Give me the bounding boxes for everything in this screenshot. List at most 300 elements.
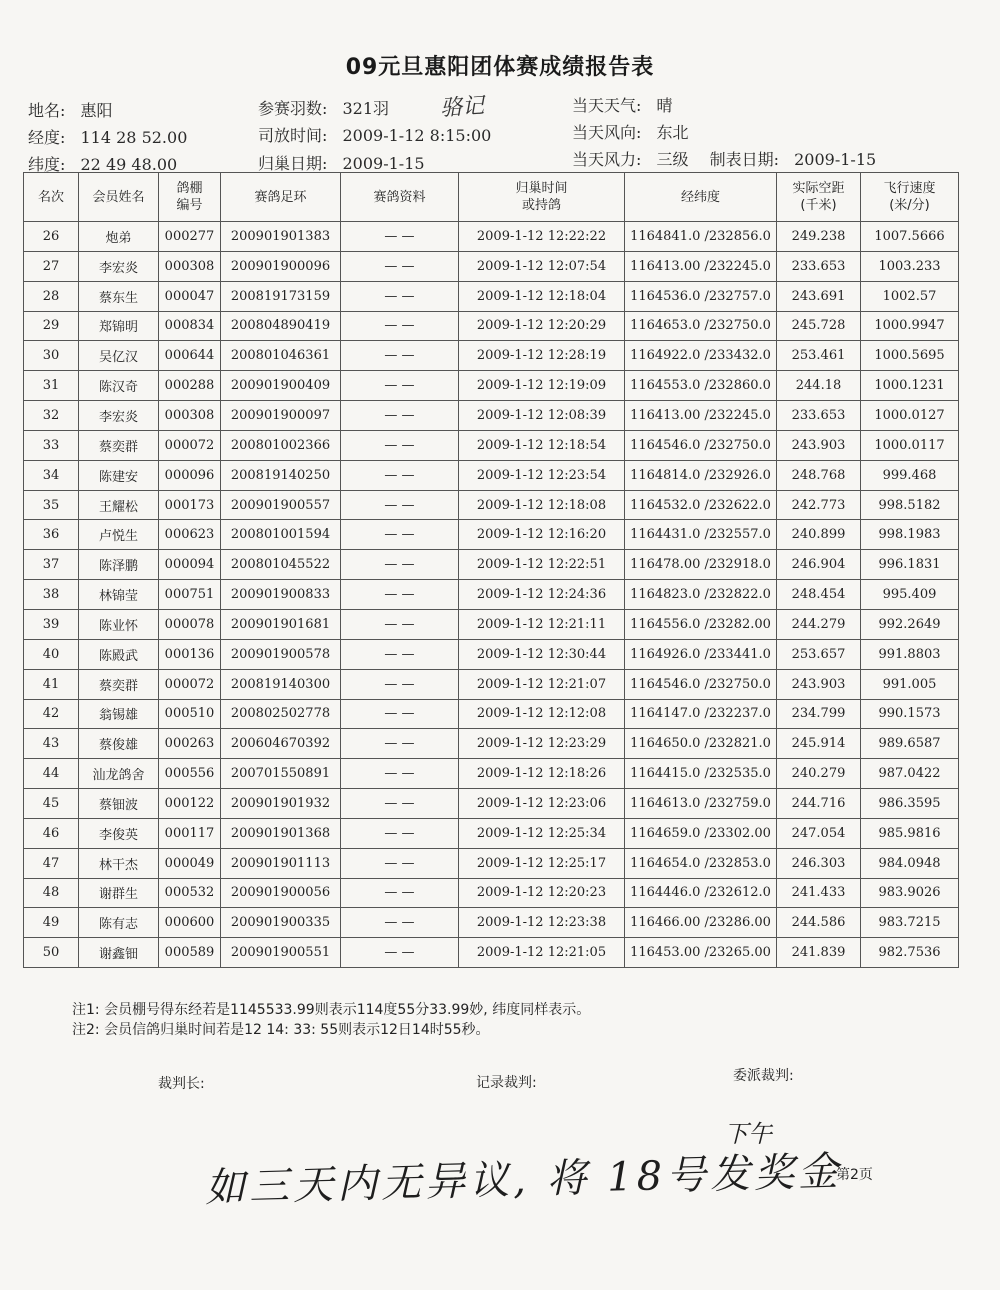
arrival-time-cell: 2009-1-12 12:12:08 — [459, 699, 625, 729]
made-date-value: 2009-1-15 — [794, 150, 877, 169]
distance-cell: 253.461 — [777, 341, 861, 371]
record-judge-label: 记录裁判: — [476, 1075, 537, 1091]
longitude-value: 114 28 52.00 — [80, 128, 188, 147]
distance-cell: 246.904 — [777, 550, 861, 580]
coordinates-cell: 1164841.0 /232856.0 — [625, 222, 777, 252]
loft-number-cell: 000122 — [159, 789, 221, 819]
distance-cell: 242.773 — [777, 490, 861, 520]
coordinates-cell: 116466.00 /23286.00 — [625, 908, 777, 938]
member-name-cell: 蔡东生 — [79, 281, 159, 311]
member-name-cell: 李宏炎 — [79, 401, 159, 431]
weather-field — [572, 93, 673, 116]
coordinates-cell: 1164147.0 /232237.0 — [625, 699, 777, 729]
column-header: 名次 — [24, 173, 79, 222]
coordinates-cell: 116413.00 /232245.0 — [625, 251, 777, 281]
arrival-time-cell: 2009-1-12 12:21:05 — [459, 938, 625, 968]
rank-cell: 41 — [24, 669, 79, 699]
rank-cell: 34 — [24, 460, 79, 490]
pigeon-info-cell: — — — [341, 520, 459, 550]
release-label: 司放时间: — [258, 126, 328, 145]
rank-cell: 27 — [24, 251, 79, 281]
table-row — [24, 908, 959, 938]
arrival-time-cell: 2009-1-12 12:24:36 — [459, 580, 625, 610]
arrival-time-cell: 2009-1-12 12:16:20 — [459, 520, 625, 550]
ring-number-cell: 200901901113 — [221, 848, 341, 878]
notes — [72, 1000, 590, 1040]
speed-cell: 991.005 — [861, 669, 959, 699]
ring-number-cell: 200901901368 — [221, 818, 341, 848]
loft-number-cell: 000049 — [159, 848, 221, 878]
coordinates-cell: 1164431.0 /232557.0 — [625, 520, 777, 550]
arrival-time-cell: 2009-1-12 12:23:54 — [459, 460, 625, 490]
pigeon-info-cell: — — — [341, 580, 459, 610]
rank-cell: 32 — [24, 401, 79, 431]
pigeon-info-cell: — — — [341, 789, 459, 819]
ring-number-cell: 200901900833 — [221, 580, 341, 610]
rank-cell: 45 — [24, 789, 79, 819]
rank-cell: 46 — [24, 818, 79, 848]
table-row — [24, 311, 959, 341]
member-name-cell: 陈汉奇 — [79, 371, 159, 401]
made-date-label: 制表日期: — [709, 150, 780, 169]
latitude-label: 纬度: — [28, 155, 66, 174]
speed-cell: 1000.1231 — [861, 371, 959, 401]
speed-cell: 995.409 — [861, 580, 959, 610]
member-name-cell: 谢群生 — [79, 878, 159, 908]
rank-cell: 42 — [24, 699, 79, 729]
rank-cell: 30 — [24, 341, 79, 371]
wind-force-label: 当天风力: — [572, 150, 642, 169]
latitude-value: 22 49 48.00 — [80, 155, 178, 174]
coordinates-cell: 1164415.0 /232535.0 — [625, 759, 777, 789]
table-row — [24, 580, 959, 610]
pigeon-info-cell: — — — [341, 222, 459, 252]
release-value: 2009-1-12 8:15:00 — [342, 126, 492, 145]
count-value: 321羽 — [342, 99, 390, 118]
ring-number-cell: 200804890419 — [221, 311, 341, 341]
speed-cell: 989.6587 — [861, 729, 959, 759]
table-row — [24, 609, 959, 639]
handwritten-note: 如三天内无异议, 将 18号发奖金 — [204, 1148, 843, 1212]
loft-number-cell: 000078 — [159, 609, 221, 639]
pigeon-info-cell: — — — [341, 878, 459, 908]
distance-cell: 249.238 — [777, 222, 861, 252]
distance-cell: 233.653 — [777, 401, 861, 431]
member-name-cell: 林锦莹 — [79, 580, 159, 610]
distance-cell: 244.716 — [777, 789, 861, 819]
ring-number-cell: 200802502778 — [221, 699, 341, 729]
coordinates-cell: 1164654.0 /232853.0 — [625, 848, 777, 878]
member-name-cell: 陈建安 — [79, 460, 159, 490]
pigeon-info-cell: — — — [341, 818, 459, 848]
results-table — [23, 172, 959, 968]
arrival-time-cell: 2009-1-12 12:18:26 — [459, 759, 625, 789]
loft-number-cell: 000532 — [159, 878, 221, 908]
place-field — [28, 98, 113, 121]
table-row — [24, 460, 959, 490]
loft-number-cell: 000308 — [159, 401, 221, 431]
table-row — [24, 729, 959, 759]
table-row — [24, 759, 959, 789]
arrival-time-cell: 2009-1-12 12:18:04 — [459, 281, 625, 311]
arrival-time-cell: 2009-1-12 12:28:19 — [459, 341, 625, 371]
rank-cell: 38 — [24, 580, 79, 610]
table-row — [24, 371, 959, 401]
rank-cell: 36 — [24, 520, 79, 550]
loft-number-cell: 000308 — [159, 251, 221, 281]
rank-cell: 35 — [24, 490, 79, 520]
loft-number-cell: 000288 — [159, 371, 221, 401]
pigeon-info-cell: — — — [341, 401, 459, 431]
arrival-time-cell: 2009-1-12 12:20:29 — [459, 311, 625, 341]
distance-cell: 243.903 — [777, 669, 861, 699]
count-field — [258, 96, 389, 119]
distance-cell: 245.914 — [777, 729, 861, 759]
distance-cell: 244.18 — [777, 371, 861, 401]
page-title: 09元旦惠阳团体赛成绩报告表 — [345, 55, 655, 80]
arrival-time-cell: 2009-1-12 12:21:11 — [459, 609, 625, 639]
member-name-cell: 王耀松 — [79, 490, 159, 520]
loft-number-cell: 000263 — [159, 729, 221, 759]
chief-judge-label: 裁判长: — [158, 1076, 205, 1092]
loft-number-cell: 000136 — [159, 639, 221, 669]
distance-cell: 247.054 — [777, 818, 861, 848]
pigeon-info-cell: — — — [341, 430, 459, 460]
speed-cell: 990.1573 — [861, 699, 959, 729]
speed-cell: 1000.0127 — [861, 401, 959, 431]
coordinates-cell: 1164926.0 /233441.0 — [625, 639, 777, 669]
pigeon-info-cell: — — — [341, 460, 459, 490]
handwritten-signature-top: 骆记 — [439, 93, 485, 122]
arrival-time-cell: 2009-1-12 12:21:07 — [459, 669, 625, 699]
pigeon-info-cell: — — — [341, 609, 459, 639]
distance-cell: 248.454 — [777, 580, 861, 610]
wind-direction-label: 当天风向: — [572, 123, 642, 142]
table-row — [24, 550, 959, 580]
wind-force-field — [572, 147, 876, 170]
rank-cell: 29 — [24, 311, 79, 341]
arrival-time-cell: 2009-1-12 12:18:54 — [459, 430, 625, 460]
loft-number-cell: 000510 — [159, 699, 221, 729]
pigeon-info-cell: — — — [341, 908, 459, 938]
coordinates-cell: 1164553.0 /232860.0 — [625, 371, 777, 401]
table-row — [24, 251, 959, 281]
loft-number-cell: 000072 — [159, 430, 221, 460]
table-row — [24, 520, 959, 550]
speed-cell: 999.468 — [861, 460, 959, 490]
arrival-time-cell: 2009-1-12 12:18:08 — [459, 490, 625, 520]
ring-number-cell: 200701550891 — [221, 759, 341, 789]
rank-cell: 33 — [24, 430, 79, 460]
ring-number-cell: 200819173159 — [221, 281, 341, 311]
arrival-time-cell: 2009-1-12 12:25:17 — [459, 848, 625, 878]
return-date-field — [258, 151, 425, 174]
rank-cell: 43 — [24, 729, 79, 759]
ring-number-cell: 200901900409 — [221, 371, 341, 401]
pigeon-info-cell: — — — [341, 699, 459, 729]
column-header: 飞行速度 (米/分) — [861, 173, 959, 222]
distance-cell: 253.657 — [777, 639, 861, 669]
ring-number-cell: 200901900056 — [221, 878, 341, 908]
speed-cell: 991.8803 — [861, 639, 959, 669]
member-name-cell: 汕龙鸽舍 — [79, 759, 159, 789]
pigeon-info-cell: — — — [341, 848, 459, 878]
rank-cell: 44 — [24, 759, 79, 789]
member-name-cell: 陈业怀 — [79, 609, 159, 639]
arrival-time-cell: 2009-1-12 12:22:51 — [459, 550, 625, 580]
coordinates-cell: 1164546.0 /232750.0 — [625, 430, 777, 460]
table-row — [24, 938, 959, 968]
longitude-label: 经度: — [28, 128, 66, 147]
loft-number-cell: 000096 — [159, 460, 221, 490]
arrival-time-cell: 2009-1-12 12:30:44 — [459, 639, 625, 669]
ring-number-cell: 200801046361 — [221, 341, 341, 371]
pigeon-info-cell: — — — [341, 550, 459, 580]
loft-number-cell: 000600 — [159, 908, 221, 938]
ring-number-cell: 200901900551 — [221, 938, 341, 968]
table-row — [24, 669, 959, 699]
ring-number-cell: 200901900335 — [221, 908, 341, 938]
ring-number-cell: 200901900096 — [221, 251, 341, 281]
pigeon-info-cell: — — — [341, 341, 459, 371]
speed-cell: 1003.233 — [861, 251, 959, 281]
distance-cell: 248.768 — [777, 460, 861, 490]
loft-number-cell: 000751 — [159, 580, 221, 610]
distance-cell: 241.433 — [777, 878, 861, 908]
coordinates-cell: 116478.00 /232918.0 — [625, 550, 777, 580]
distance-cell: 243.691 — [777, 281, 861, 311]
coordinates-cell: 1164546.0 /232750.0 — [625, 669, 777, 699]
member-name-cell: 蔡奕群 — [79, 669, 159, 699]
member-name-cell: 蔡钿波 — [79, 789, 159, 819]
speed-cell: 998.1983 — [861, 520, 959, 550]
weather-label: 当天天气: — [572, 96, 642, 115]
arrival-time-cell: 2009-1-12 12:08:39 — [459, 401, 625, 431]
appointed-judge-label: 委派裁判: — [733, 1068, 794, 1084]
ring-number-cell: 200801045522 — [221, 550, 341, 580]
member-name-cell: 郑锦明 — [79, 311, 159, 341]
speed-cell: 985.9816 — [861, 818, 959, 848]
table-row — [24, 222, 959, 252]
return-date-label: 归巢日期: — [258, 154, 328, 173]
pigeon-info-cell: — — — [341, 281, 459, 311]
table-row — [24, 490, 959, 520]
speed-cell: 982.7536 — [861, 938, 959, 968]
rank-cell: 37 — [24, 550, 79, 580]
coordinates-cell: 1164922.0 /233432.0 — [625, 341, 777, 371]
longitude-field — [28, 125, 187, 148]
ring-number-cell: 200901900578 — [221, 639, 341, 669]
arrival-time-cell: 2009-1-12 12:23:29 — [459, 729, 625, 759]
pigeon-info-cell: — — — [341, 938, 459, 968]
pigeon-info-cell: — — — [341, 490, 459, 520]
speed-cell: 996.1831 — [861, 550, 959, 580]
weather-value: 晴 — [656, 96, 673, 115]
distance-cell: 243.903 — [777, 430, 861, 460]
coordinates-cell: 1164650.0 /232821.0 — [625, 729, 777, 759]
ring-number-cell: 200901901932 — [221, 789, 341, 819]
speed-cell: 986.3595 — [861, 789, 959, 819]
member-name-cell: 翁锡雄 — [79, 699, 159, 729]
ring-number-cell: 200901900097 — [221, 401, 341, 431]
ring-number-cell: 200604670392 — [221, 729, 341, 759]
column-header: 会员姓名 — [79, 173, 159, 222]
loft-number-cell: 000623 — [159, 520, 221, 550]
table-row — [24, 789, 959, 819]
distance-cell: 240.899 — [777, 520, 861, 550]
rank-cell: 48 — [24, 878, 79, 908]
distance-cell: 234.799 — [777, 699, 861, 729]
loft-number-cell: 000173 — [159, 490, 221, 520]
pigeon-info-cell: — — — [341, 639, 459, 669]
pigeon-info-cell: — — — [341, 729, 459, 759]
rank-cell: 39 — [24, 609, 79, 639]
speed-cell: 983.7215 — [861, 908, 959, 938]
pigeon-info-cell: — — — [341, 669, 459, 699]
table-row — [24, 639, 959, 669]
column-header: 赛鸽资料 — [341, 173, 459, 222]
arrival-time-cell: 2009-1-12 12:19:09 — [459, 371, 625, 401]
speed-cell: 983.9026 — [861, 878, 959, 908]
coordinates-cell: 1164536.0 /232757.0 — [625, 281, 777, 311]
loft-number-cell: 000072 — [159, 669, 221, 699]
member-name-cell: 蔡奕群 — [79, 430, 159, 460]
rank-cell: 31 — [24, 371, 79, 401]
pigeon-info-cell: — — — [341, 311, 459, 341]
loft-number-cell: 000117 — [159, 818, 221, 848]
table-row — [24, 878, 959, 908]
coordinates-cell: 116413.00 /232245.0 — [625, 401, 777, 431]
handwritten-insert: 下午 — [724, 1120, 772, 1148]
member-name-cell: 李宏炎 — [79, 251, 159, 281]
note-2: 注2: 会员信鸽归巢时间若是12 14: 33: 55则表示12日14时55秒。 — [72, 1022, 490, 1038]
coordinates-cell: 116453.00 /23265.00 — [625, 938, 777, 968]
member-name-cell: 卢悦生 — [79, 520, 159, 550]
speed-cell: 992.2649 — [861, 609, 959, 639]
ring-number-cell: 200901901383 — [221, 222, 341, 252]
rank-cell: 28 — [24, 281, 79, 311]
arrival-time-cell: 2009-1-12 12:07:54 — [459, 251, 625, 281]
member-name-cell: 吴亿汉 — [79, 341, 159, 371]
loft-number-cell: 000589 — [159, 938, 221, 968]
distance-cell: 245.728 — [777, 311, 861, 341]
member-name-cell: 李俊英 — [79, 818, 159, 848]
speed-cell: 1007.5666 — [861, 222, 959, 252]
loft-number-cell: 000644 — [159, 341, 221, 371]
member-name-cell: 林干杰 — [79, 848, 159, 878]
column-header: 鸽棚 编号 — [159, 173, 221, 222]
coordinates-cell: 1164659.0 /23302.00 — [625, 818, 777, 848]
distance-cell: 233.653 — [777, 251, 861, 281]
table-body — [24, 222, 959, 968]
coordinates-cell: 1164446.0 /232612.0 — [625, 878, 777, 908]
speed-cell: 1000.5695 — [861, 341, 959, 371]
table-row — [24, 848, 959, 878]
count-label: 参赛羽数: — [258, 99, 328, 118]
arrival-time-cell: 2009-1-12 12:22:22 — [459, 222, 625, 252]
ring-number-cell: 200801002366 — [221, 430, 341, 460]
coordinates-cell: 1164823.0 /232822.0 — [625, 580, 777, 610]
speed-cell: 987.0422 — [861, 759, 959, 789]
pigeon-info-cell: — — — [341, 371, 459, 401]
loft-number-cell: 000094 — [159, 550, 221, 580]
distance-cell: 246.303 — [777, 848, 861, 878]
wind-direction-value: 东北 — [656, 123, 689, 142]
pigeon-info-cell: — — — [341, 251, 459, 281]
speed-cell: 1002.57 — [861, 281, 959, 311]
rank-cell: 49 — [24, 908, 79, 938]
place-value: 惠阳 — [80, 101, 113, 120]
loft-number-cell: 000556 — [159, 759, 221, 789]
speed-cell: 984.0948 — [861, 848, 959, 878]
member-name-cell: 谢鑫钿 — [79, 938, 159, 968]
ring-number-cell: 200901901681 — [221, 609, 341, 639]
table-row — [24, 401, 959, 431]
coordinates-cell: 1164613.0 /232759.0 — [625, 789, 777, 819]
ring-number-cell: 200819140250 — [221, 460, 341, 490]
table-row — [24, 430, 959, 460]
arrival-time-cell: 2009-1-12 12:25:34 — [459, 818, 625, 848]
arrival-time-cell: 2009-1-12 12:20:23 — [459, 878, 625, 908]
loft-number-cell: 000277 — [159, 222, 221, 252]
coordinates-cell: 1164814.0 /232926.0 — [625, 460, 777, 490]
arrival-time-cell: 2009-1-12 12:23:38 — [459, 908, 625, 938]
ring-number-cell: 200801001594 — [221, 520, 341, 550]
place-label: 地名: — [28, 101, 66, 120]
column-header: 经纬度 — [625, 173, 777, 222]
coordinates-cell: 1164653.0 /232750.0 — [625, 311, 777, 341]
coordinates-cell: 1164556.0 /23282.00 — [625, 609, 777, 639]
speed-cell: 998.5182 — [861, 490, 959, 520]
column-header: 实际空距 (千米) — [777, 173, 861, 222]
wind-direction-field — [572, 120, 689, 143]
distance-cell: 244.586 — [777, 908, 861, 938]
ring-number-cell: 200901900557 — [221, 490, 341, 520]
rank-cell: 50 — [24, 938, 79, 968]
table-header-row — [24, 173, 959, 222]
speed-cell: 1000.9947 — [861, 311, 959, 341]
member-name-cell: 炮弟 — [79, 222, 159, 252]
distance-cell: 240.279 — [777, 759, 861, 789]
member-name-cell: 陈殿武 — [79, 639, 159, 669]
rank-cell: 40 — [24, 639, 79, 669]
release-field — [258, 123, 491, 146]
rank-cell: 47 — [24, 848, 79, 878]
pigeon-info-cell: — — — [341, 759, 459, 789]
wind-force-value: 三级 — [656, 150, 689, 169]
note-1: 注1: 会员棚号得东经若是1145533.99则表示114度55分33.99妙, 纬度同样表示。 — [72, 1002, 591, 1018]
arrival-time-cell: 2009-1-12 12:23:06 — [459, 789, 625, 819]
page-number: 第2页 — [836, 1167, 873, 1183]
member-name-cell: 陈泽鹏 — [79, 550, 159, 580]
table-row — [24, 818, 959, 848]
distance-cell: 244.279 — [777, 609, 861, 639]
table-row — [24, 699, 959, 729]
loft-number-cell: 000047 — [159, 281, 221, 311]
distance-cell: 241.839 — [777, 938, 861, 968]
column-header: 归巢时间 或持鸽 — [459, 173, 625, 222]
loft-number-cell: 000834 — [159, 311, 221, 341]
speed-cell: 1000.0117 — [861, 430, 959, 460]
rank-cell: 26 — [24, 222, 79, 252]
member-name-cell: 陈有志 — [79, 908, 159, 938]
column-header: 赛鸽足环 — [221, 173, 341, 222]
member-name-cell: 蔡俊雄 — [79, 729, 159, 759]
return-date-value: 2009-1-15 — [342, 154, 425, 173]
coordinates-cell: 1164532.0 /232622.0 — [625, 490, 777, 520]
table-row — [24, 341, 959, 371]
ring-number-cell: 200819140300 — [221, 669, 341, 699]
